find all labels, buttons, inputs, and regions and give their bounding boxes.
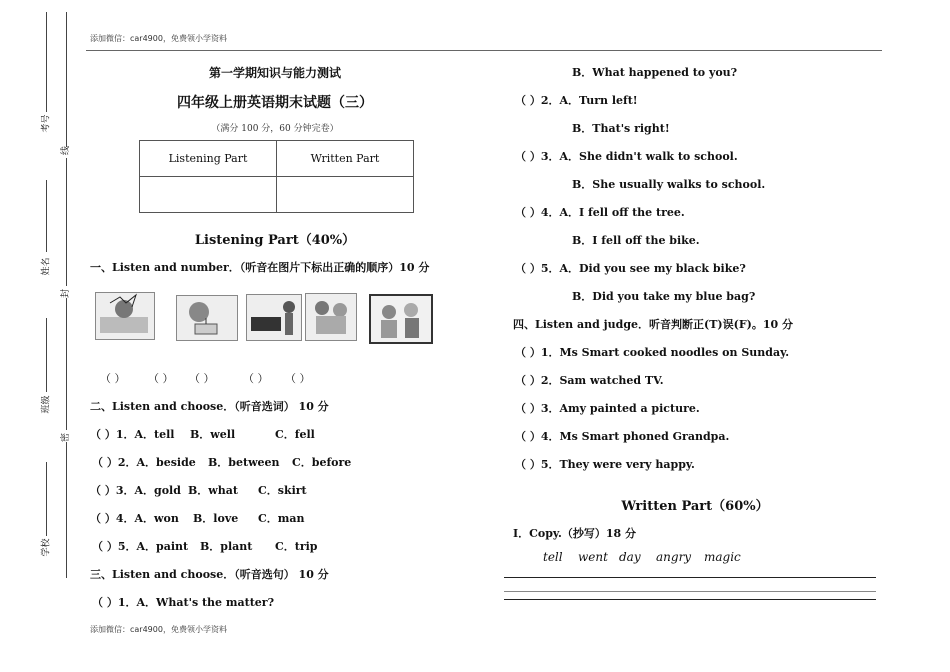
watermark-bottom: 添加微信：car4900，免费领小学资料 xyxy=(90,625,227,634)
binding-line xyxy=(66,442,67,578)
s3-q4-b: B．I fell off the bike. xyxy=(572,234,700,247)
s2-q5-a: （ ）5．A．paint xyxy=(92,540,189,553)
s4-q1: （ ）1．Ms Smart cooked noodles on Sunday. xyxy=(515,346,790,359)
s2-q2-c: C．before xyxy=(292,456,352,469)
binding-line xyxy=(66,12,67,147)
picture-1 xyxy=(95,292,155,340)
s4-q3: （ ）3．Amy painted a picture. xyxy=(515,402,700,415)
score-cell-listening[interactable] xyxy=(140,177,277,213)
copy-word-day: day xyxy=(619,550,641,564)
score-cell-written[interactable] xyxy=(277,177,414,213)
exam-no-line xyxy=(46,12,47,112)
top-rule xyxy=(86,50,882,51)
section-1-heading: 一、Listen and number．（听音在图片下标出正确的顺序）10 分 xyxy=(90,261,430,274)
picture-5 xyxy=(369,294,433,344)
s4-q2: （ ）2．Sam watched TV. xyxy=(515,374,664,387)
writing-line-3[interactable] xyxy=(504,599,876,600)
binding-line xyxy=(66,298,67,430)
s2-q3-c: C．skirt xyxy=(258,484,307,497)
class-line xyxy=(46,318,47,392)
name-line xyxy=(46,180,47,252)
section-3-heading: 三、Listen and choose．（听音选句） 10 分 xyxy=(90,568,329,581)
s3-q2-b: B．That's right! xyxy=(572,122,670,135)
answer-bracket-1[interactable]: （ ） xyxy=(100,372,126,385)
label-school: 学校 xyxy=(41,538,52,557)
picture-2 xyxy=(176,295,238,341)
exam-subtitle: 第一学期知识与能力测试 xyxy=(208,66,341,80)
seal-mark-mi: 密 xyxy=(61,432,72,443)
s3-q1-a: （ ）1．A．What's the matter? xyxy=(92,596,275,609)
s2-q4-c: C．man xyxy=(258,512,305,525)
s4-q4: （ ）4．Ms Smart phoned Grandpa. xyxy=(515,430,730,443)
answer-bracket-2[interactable]: （ ） xyxy=(148,372,174,385)
school-line xyxy=(46,462,47,536)
s2-q3-b: B．what xyxy=(188,484,238,497)
s3-q3-a: （ ）3．A．She didn't walk to school. xyxy=(515,150,738,163)
s2-q1-b: B．well xyxy=(190,428,236,441)
s3-q2-a: （ ）2．A．Turn left! xyxy=(515,94,638,107)
s2-q3-a: （ ）3．A．gold xyxy=(90,484,181,497)
answer-bracket-3[interactable]: （ ） xyxy=(189,372,215,385)
seal-mark-xian: 线 xyxy=(61,145,72,156)
binding-line xyxy=(66,158,67,286)
s2-q1-a: （ ）1．A．tell xyxy=(90,428,175,441)
written-heading: Written Part（60%） xyxy=(621,499,769,514)
section-4-heading: 四、Listen and judge．听音判断正(T)误(F)。10 分 xyxy=(513,318,793,331)
listening-heading: Listening Part（40%） xyxy=(194,233,356,248)
section-2-heading: 二、Listen and choose．（听音选词） 10 分 xyxy=(90,400,329,413)
s3-q4-a: （ ）4．A．I fell off the tree. xyxy=(515,206,685,219)
copy-word-went: went xyxy=(578,550,608,564)
label-name: 姓名 xyxy=(41,257,52,276)
picture-3 xyxy=(246,294,302,341)
watermark-top: 添加微信：car4900，免费领小学资料 xyxy=(90,34,227,43)
score-table xyxy=(139,140,414,213)
s2-q4-b: B．love xyxy=(193,512,239,525)
exam-title: 四年级上册英语期末试题（三） xyxy=(177,95,373,111)
writing-line-2[interactable] xyxy=(504,591,876,592)
s2-q2-a: （ ）2．A．beside xyxy=(92,456,196,469)
s2-q2-b: B．between xyxy=(208,456,280,469)
s2-q5-c: C．trip xyxy=(275,540,318,553)
copy-word-magic: magic xyxy=(704,550,741,564)
s2-q5-b: B．plant xyxy=(200,540,253,553)
score-header-written: Written Part xyxy=(277,141,414,177)
s2-q1-c: C．fell xyxy=(275,428,315,441)
s3-q5-b: B．Did you take my blue bag? xyxy=(572,290,756,303)
writing-line-1[interactable] xyxy=(504,577,876,578)
copy-heading: I．Copy.（抄写）18 分 xyxy=(513,527,637,540)
copy-word-angry: angry xyxy=(656,550,692,564)
seal-mark-feng: 封 xyxy=(61,288,72,299)
label-exam-no: 考号 xyxy=(41,114,52,133)
picture-4 xyxy=(305,293,357,341)
s4-q5: （ ）5．They were very happy. xyxy=(515,458,695,471)
answer-bracket-5[interactable]: （ ） xyxy=(285,372,311,385)
s3-q3-b: B．She usually walks to school. xyxy=(572,178,766,191)
score-header-listening: Listening Part xyxy=(140,141,277,177)
exam-note: （满分 100 分，60 分钟完卷） xyxy=(211,124,339,134)
copy-word-tell: tell xyxy=(543,550,563,564)
s3-q1-b: B．What happened to you? xyxy=(572,66,738,79)
s2-q4-a: （ ）4．A．won xyxy=(90,512,179,525)
answer-bracket-4[interactable]: （ ） xyxy=(243,372,269,385)
label-class: 班级 xyxy=(41,395,52,414)
s3-q5-a: （ ）5．A．Did you see my black bike? xyxy=(515,262,746,275)
